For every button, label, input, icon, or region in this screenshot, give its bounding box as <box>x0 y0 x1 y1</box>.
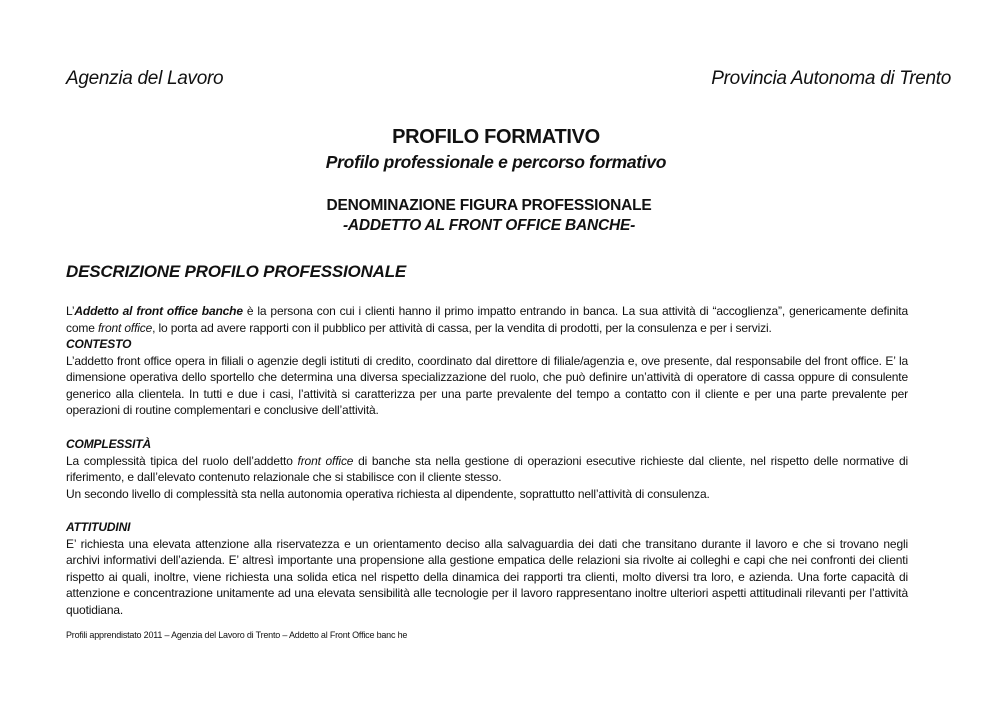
attitudini-block <box>66 519 908 618</box>
page-title: PROFILO FORMATIVO <box>392 126 600 148</box>
intro-block <box>66 303 908 419</box>
intro-text-2: , lo porta ad avere rapporti con il pubblico per attività di cassa, per la vendita di prodotti, per la consulenza e per i servizi. <box>152 320 772 335</box>
intro-prefix: L’ <box>66 304 75 318</box>
page-subtitle: Profilo professionale e percorso formativo <box>325 152 667 172</box>
denomination-label: DENOMINAZIONE FIGURA PROFESSIONALE <box>326 197 652 214</box>
intro-text-1: è la persona con cui i clienti hanno il primo impatto entrando in banca. La sua attività di “accoglienza”, genericamente definita come <box>66 304 908 335</box>
contesto-heading: CONTESTO <box>66 337 132 351</box>
intro-italic-term: front office <box>97 320 153 335</box>
complessita-text-2: di banche sta nella gestione di operazioni esecutive richieste dal cliente, nel rispetto delle normative di riferimento, e dall’elevato contenuto relazionale che si stabilisce con il cliente stesso. <box>66 453 908 484</box>
section-heading: DESCRIZIONE PROFILO PROFESSIONALE <box>66 262 407 281</box>
complessita-italic-term: front office <box>297 453 354 468</box>
header-agency: Agenzia del Lavoro <box>66 68 224 89</box>
header-province: Provincia Autonoma di Trento <box>711 68 951 89</box>
attitudini-paragraph: E’ richiesta una elevata attenzione alla riservatezza e un orientamento deciso alla salvaguardia dei dati che transitano durante il lavoro e che si trovano negli archivi informativi dell’azienda. E’ altresì importante una propensione alla gestione empatica delle relazioni sia rivolte ai colleghi e capi che nei confronti dei clienti rispetto ai quali, inoltre, viene richiesta una solida etica nel rispetto della dinamica dei rapporti tra clienti, molto diversi tra loro, e azienda. Una forte capacità di attenzione e concentrazione unitamente ad una elevata sensibilità alle tecnologie per il lavoro rappresentano inoltre ulteriori aspetti attitudinali rilevanti per l’attività quotidiana. <box>66 536 908 617</box>
intro-figure: Addetto al front office banche <box>74 304 243 318</box>
attitudini-heading: ATTITUDINI <box>66 520 131 534</box>
complessita-text-1: La complessità tipica del ruolo dell’addetto <box>66 453 298 468</box>
page-footer: Profili apprendistato 2011 – Agenzia del Lavoro di Trento – Addetto al Front Office banc he <box>66 630 408 640</box>
complessita-block <box>66 436 908 502</box>
complessita-paragraph <box>66 453 908 486</box>
intro-paragraph <box>66 303 908 336</box>
contesto-paragraph: L’addetto front office opera in filiali o agenzie degli istituti di credito, coordinato dal direttore di filiale/agenzia e, ove presente, dal responsabile del front office. E’ la dimensione operativa dello sportello che determina una diversa specializzazione del ruolo, che può definire un’attività di operatore di cassa oppure di consulente generico alla clientela. In tutti e due i casi, l’attività si caratterizza per una parte prevalente del tempo a contatto con il cliente e per una parte prevalente per operazioni di routine complementari e conclusive dell’attività. <box>66 353 908 417</box>
complessita-heading: COMPLESSITÀ <box>66 437 152 451</box>
denomination-name: -ADDETTO AL FRONT OFFICE BANCHE- <box>342 217 636 234</box>
complessita-paragraph-2: Un secondo livello di complessità sta nella autonomia operativa richiesta al dipendente, soprattutto nell’attività di consulenza. <box>66 486 710 501</box>
